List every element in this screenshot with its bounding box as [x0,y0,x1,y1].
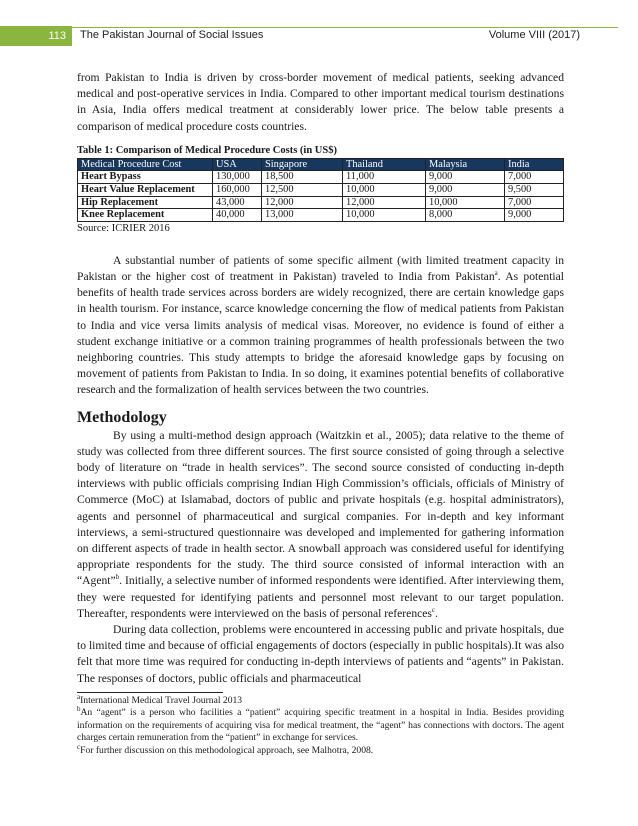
table-row [78,171,564,184]
footnotes [77,692,564,757]
table-caption: Table 1: Comparison of Medical Procedure Costs (in US$) [77,144,337,156]
header-rule [0,27,618,28]
footnote [77,707,564,744]
footnote-mark: b [77,705,81,714]
table-cell: 12,000 [343,196,426,209]
footnote-ref: a [494,269,498,278]
table-cell: 9,000 [426,184,505,197]
table-cell: 40,000 [213,209,262,222]
intro-paragraph: from Pakistan to India is driven by cross-border movement of medical patients, seeking advanced medical and post-operative services in India. Compared to other important medical tourism destinations in Asia, India offers medical treatment at considerably lower price. The below table presents a comparison of medical procedure costs countries. [77,71,564,133]
col-header: USA [213,158,262,171]
footnote-text: For further discussion on this methodological approach, see Malhotra, 2008. [80,744,374,756]
col-header: Thailand [343,158,426,171]
section-heading: Methodology [77,408,167,426]
footnote [77,692,564,707]
table-cell: 7,000 [505,196,564,209]
table-source: Source: ICRIER 2016 [77,222,170,234]
table-cell: 9,000 [426,171,505,184]
table-row [78,209,564,222]
paragraph-text: . As potential benefits of health trade services across borders are widely recognized, there are certain knowledge gaps in health tourism. For instance, scarce knowledge concerning the flow of medical patients from Pakistan to India and vice versa limits analysis of medical visas. Moreover, no evidence is found of either a student exchange initiative or a common training programmes of health professionals between the two neighboring countries. This study attempts to bridge the aforesaid knowledge gaps by focusing on movement of patients from Pakistan to India. In so doing, it examines potential benefits of collaborative research and the formalization of health services between the two countries. [77,269,564,397]
table-row [78,196,564,209]
footnote-divider [77,692,223,693]
table-header-row [78,158,564,171]
footnote-mark: a [77,692,81,701]
col-header: India [505,158,564,171]
body-paragraph: During data collection, problems were encountered in accessing public and private hospitals, due to limited time and because of official engagements of doctors (especially in public hospitals).It was also felt that more time was required for conducting in-depth interviews of patients and “agents” in Pakistan. The responses of doctors, public officials and pharmaceutical [77,623,564,685]
body-paragraph [77,253,564,399]
table-cell: 18,500 [262,171,343,184]
table-cell: 13,000 [262,209,343,222]
page-number: 113 [0,26,72,46]
footnote-ref: b [115,573,120,582]
table-cell: Knee Replacement [78,209,213,222]
table-cell: Heart Bypass [78,171,213,184]
table-cell: 11,000 [343,171,426,184]
table-cell: 7,000 [505,171,564,184]
paragraph-text: By using a multi-method design approach (Waitzkin et al., 2005); data relative to the theme of study was collected from three different sources. The first source consisted of going through a selective body of literature on “trade in health services”. The second source consisted of conducting in-depth interviews with public officials comprising Indian High Commission’s officials, officials of Ministry of Commerce (MoC) at Islamabad, doctors of public and private hospitals (e.g. hospital administrators), agents and personnel of pharmaceutical and surgical companies. For in-depth and key informant interviews, a semi-structured questionnaire was developed and implemented for gathering information on different aspects of trade in health sector. A snowball approach was considered useful for identifying appropriate respondents for the study. The third source consisted of informal interaction with an “Agent” [77,428,564,588]
volume-label: Volume VIII (2017) [488,29,580,41]
journal-title: The Pakistan Journal of Social Issues [80,29,264,41]
table-cell: 12,000 [262,196,343,209]
col-header: Malaysia [426,158,505,171]
page-body [77,70,564,687]
body-paragraph [77,428,564,622]
table-row [78,184,564,197]
footnote-text: An “agent” is a person who facilities a “patient” acquiring specific treatment in a hospital in India. Besides providing information on the requirements of acquiring visa for medical treatment, the “agent” has connections with doctors. The agent charges certain remuneration from the “patient” in exchange for services. [77,707,564,744]
paragraph-text: . [435,606,438,620]
table-cell: 9,500 [505,184,564,197]
table-cell: 8,000 [426,209,505,222]
cost-comparison-table [77,158,564,222]
footnote-text: International Medical Travel Journal 2013 [80,695,243,706]
footnote-ref: c [431,605,436,614]
footnote-mark: c [77,742,81,751]
table-cell: 10,000 [343,184,426,197]
table-cell: 160,000 [213,184,262,197]
table-cell: Hip Replacement [78,196,213,209]
paragraph-text: A substantial number of patients of some specific ailment (with limited treatment capacity in Pakistan or the higher cost of treatment in Pakistan) traveled to India from Pakistan [77,253,564,283]
col-header: Medical Procedure Cost [78,158,213,171]
page-header [0,0,638,46]
col-header: Singapore [262,158,343,171]
table-cell: Heart Value Replacement [78,184,213,197]
table-cell: 9,000 [505,209,564,222]
table-cell: 130,000 [213,171,262,184]
table-cell: 12,500 [262,184,343,197]
table-cell: 10,000 [343,209,426,222]
paragraph-text: . Initially, a selective number of informed respondents were identified. After interviewing them, they were requested for identifying patients and personnel most relevant to our target population. Thereafter, respondents were interviewed on the basis of personal references [77,574,564,620]
table-cell: 10,000 [426,196,505,209]
table-cell: 43,000 [213,196,262,209]
footnote [77,742,564,757]
